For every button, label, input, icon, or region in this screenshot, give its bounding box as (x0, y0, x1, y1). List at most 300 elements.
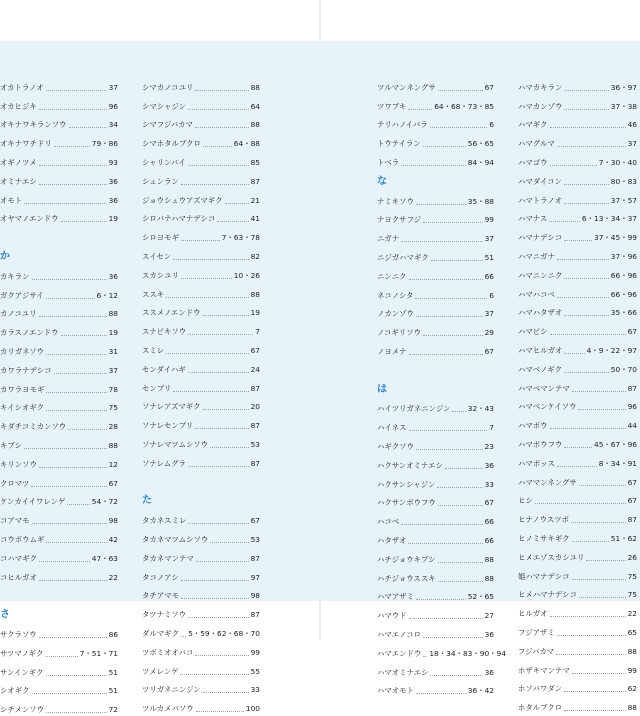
entry-pages: 4・9・22・97 (586, 345, 637, 355)
dot-leader (423, 146, 466, 147)
index-entry (518, 639, 637, 658)
index-entry (0, 508, 118, 527)
entry-pages: 88 (250, 82, 260, 92)
index-column-3 (377, 75, 506, 697)
dot-leader (438, 90, 483, 91)
index-entry (518, 376, 637, 395)
entry-term: ハマハタザオ (518, 308, 563, 318)
entry-term: ハクサンボウフウ (377, 498, 436, 508)
entry-term: ハマゴウ (518, 157, 548, 167)
entry-pages: 66・96 (610, 289, 637, 299)
index-entry (0, 150, 118, 169)
index-entry (377, 264, 494, 283)
index-entry (377, 415, 494, 434)
entry-term: ケンカイイワレンゲ (0, 497, 66, 507)
dot-leader (32, 693, 107, 694)
index-entry (377, 603, 494, 622)
index-entry (0, 131, 118, 150)
entry-pages: 79・86 (91, 139, 118, 149)
index-entry (0, 188, 118, 207)
dot-leader (210, 447, 249, 448)
dot-leader (564, 353, 584, 354)
entry-pages: 33 (484, 479, 494, 489)
entry-term: コハマギク (0, 553, 37, 563)
dot-leader (39, 109, 107, 110)
index-entry (0, 339, 118, 358)
index-entry (377, 131, 494, 150)
entry-pages: 53 (250, 439, 260, 449)
dot-leader (557, 297, 609, 298)
entry-term: ヒノミサキギク (518, 533, 570, 543)
entry-term: ハマニガナ (518, 251, 555, 261)
index-entry (0, 527, 118, 546)
entry-pages: 64・68・73・85 (434, 101, 494, 111)
dot-leader (557, 466, 597, 467)
dot-leader (45, 656, 77, 657)
index-entry (0, 320, 118, 339)
entry-term: フジバカマ (518, 646, 555, 656)
entry-term: ハマハコベ (518, 289, 555, 299)
entry-pages: 7・30・40 (598, 157, 637, 167)
entry-pages: 22 (108, 572, 118, 582)
index-entry (0, 546, 118, 565)
dot-leader (564, 315, 609, 316)
index-entry (377, 226, 494, 245)
dot-leader (46, 298, 95, 299)
entry-pages: 10・26 (233, 270, 260, 280)
dot-leader (24, 448, 107, 449)
entry-pages: 64・88 (233, 139, 260, 149)
entry-term: ハイツリガネニンジン (377, 404, 451, 414)
entry-pages: 47・63 (91, 553, 118, 563)
entry-pages: 36 (108, 271, 118, 281)
entry-term: ツリガネニンジン (142, 685, 201, 695)
entry-pages: 67 (484, 82, 494, 92)
dot-leader (203, 315, 249, 316)
entry-pages: 37・57 (610, 195, 637, 205)
index-entry (518, 188, 637, 207)
index-entry (142, 696, 260, 715)
entry-term: コアマモ (0, 516, 30, 526)
dot-leader (195, 428, 248, 429)
entry-pages: 36 (484, 460, 494, 470)
dot-leader (430, 675, 482, 676)
dot-leader (549, 221, 580, 222)
index-entry (518, 451, 637, 470)
dot-leader (31, 486, 106, 487)
dot-leader (46, 542, 106, 543)
entry-term: ハマオモト (377, 686, 414, 696)
index-entry (518, 225, 637, 244)
entry-term: オカヒジキ (0, 101, 37, 111)
index-entry (377, 75, 494, 94)
entry-term: オキナワチドリ (0, 139, 52, 149)
dot-leader (564, 109, 608, 110)
entry-pages: 33 (250, 685, 260, 695)
index-entry (142, 113, 260, 132)
entry-term: キリンソウ (0, 459, 37, 469)
dot-leader (188, 334, 253, 335)
entry-pages: 66・96 (610, 270, 637, 280)
dot-leader (46, 410, 107, 411)
dot-leader (195, 655, 248, 656)
entry-term: ノヨメナ (377, 346, 407, 356)
entry-term: キダチコミカンソウ (0, 422, 67, 432)
entry-pages: 67 (108, 478, 118, 488)
index-entry (142, 338, 260, 357)
dot-leader (173, 259, 248, 260)
index-entry (142, 432, 260, 451)
entry-term: ソナレマツムシソウ (142, 439, 209, 449)
entry-pages: 67 (627, 477, 637, 487)
index-column-4 (518, 75, 637, 714)
entry-term: トベラ (377, 157, 400, 167)
dot-leader (181, 240, 220, 241)
entry-term: カワラヨモギ (0, 384, 45, 394)
entry-pages: 37・96 (610, 251, 637, 261)
entry-term: ノコギリソウ (377, 328, 421, 338)
dot-leader (68, 429, 106, 430)
entry-term: キイシオギク (0, 403, 45, 413)
entry-term: カノコユリ (0, 309, 37, 319)
entry-term: ハタザオ (377, 535, 407, 545)
index-column-1 (0, 75, 118, 716)
entry-term: ハイネス (377, 423, 407, 433)
dot-leader (586, 560, 625, 561)
entry-pages: 36 (484, 629, 494, 639)
dot-leader (409, 430, 488, 431)
entry-term: ソナレムグラ (142, 458, 186, 468)
entry-term: タカネスミレ (142, 516, 187, 526)
entry-pages: 37・45・99 (594, 233, 637, 243)
entry-pages: 98 (108, 516, 118, 526)
entry-term: ハマナデシコ (518, 233, 563, 243)
section-heading: か (0, 250, 10, 262)
section-heading: は (377, 383, 387, 395)
entry-term: ハマニンニク (518, 270, 563, 280)
entry-pages: 45・67・96 (594, 439, 637, 449)
dot-leader (203, 692, 249, 693)
index-entry (0, 207, 118, 226)
entry-pages: 67 (627, 327, 637, 337)
entry-pages: 80・83 (610, 176, 637, 186)
entry-term: フジアザミ (518, 627, 555, 637)
dot-leader (195, 90, 248, 91)
index-entry (377, 509, 494, 528)
entry-pages: 37 (484, 234, 494, 244)
index-entry (377, 585, 494, 604)
dot-leader (557, 259, 609, 260)
index-entry (377, 208, 494, 227)
index-entry (518, 583, 637, 602)
index-entry (0, 660, 118, 679)
entry-term: ハマヒルガオ (518, 345, 563, 355)
entry-term: ニンニク (377, 271, 407, 281)
entry-term: クロマツ (0, 478, 30, 488)
entry-term: シマカノコユリ (142, 82, 194, 92)
entry-pages: 97 (250, 572, 260, 582)
index-entry (518, 263, 637, 282)
entry-pages: 88 (484, 554, 494, 564)
dot-leader (61, 335, 107, 336)
entry-term: ツルマンネングサ (377, 82, 436, 92)
entry-pages: 55 (250, 666, 260, 676)
entry-term: ハコベ (377, 517, 400, 527)
index-entry (142, 263, 260, 282)
entry-pages: 51・62 (610, 533, 637, 543)
entry-pages: 99 (250, 647, 260, 657)
index-entry (377, 491, 494, 510)
dot-leader (550, 165, 597, 166)
dot-leader (452, 411, 465, 412)
entry-term: ハギクソウ (377, 441, 414, 451)
entry-pages: 19 (108, 328, 118, 338)
entry-term: ハマアザミ (377, 592, 414, 602)
entry-pages: 31 (108, 346, 118, 356)
dot-leader (564, 372, 609, 373)
entry-term: ホザキマンテマ (518, 665, 570, 675)
index-entry (0, 471, 118, 490)
dot-leader (438, 505, 483, 506)
entry-term: ハマエンドウ (377, 648, 422, 658)
entry-pages: 36 (108, 195, 118, 205)
dot-leader (39, 467, 107, 468)
index-entry (142, 169, 260, 188)
index-entry (142, 150, 260, 169)
entry-pages: 6・13・34・37 (581, 214, 637, 224)
index-entry (142, 678, 260, 697)
entry-term: ツワブキ (377, 101, 407, 111)
entry-pages: 27 (484, 611, 494, 621)
entry-term: タチアマモ (142, 591, 179, 601)
entry-pages: 7 (255, 327, 260, 337)
section-heading: な (377, 175, 387, 187)
entry-pages: 88 (627, 646, 637, 656)
entry-term: ホタルブクロ (518, 703, 563, 713)
entry-term: スミレ (142, 345, 165, 355)
index-entry (142, 395, 260, 414)
index-entry (377, 472, 494, 491)
entry-pages: 98 (250, 591, 260, 601)
entry-term: シュンラン (142, 176, 179, 186)
dot-leader (32, 523, 107, 524)
entry-pages: 67 (484, 346, 494, 356)
entry-pages: 87 (250, 458, 260, 468)
entry-term: ハチジョウススキ (377, 573, 436, 583)
dot-leader (415, 298, 487, 299)
index-entry (518, 432, 637, 451)
index-entry (0, 396, 118, 415)
entry-pages: 85 (250, 157, 260, 167)
dot-leader (408, 543, 482, 544)
dot-leader (535, 503, 626, 504)
dot-leader (557, 146, 626, 147)
dot-leader (409, 618, 483, 619)
index-entry (377, 189, 494, 208)
entry-term: ハマエノコロ (377, 629, 421, 639)
index-entry (518, 357, 637, 376)
entry-pages: 65 (627, 627, 637, 637)
dot-leader (203, 409, 249, 410)
section-heading: さ (0, 609, 10, 621)
dot-leader (166, 297, 248, 298)
entry-term: センブリ (142, 383, 172, 393)
entry-pages: 51 (484, 252, 494, 262)
entry-pages: 82 (250, 251, 260, 261)
entry-pages: 6 (489, 120, 494, 130)
entry-pages: 36 (108, 176, 118, 186)
index-entry (377, 113, 494, 132)
dot-leader (416, 204, 466, 205)
entry-pages: 35・66 (610, 308, 637, 318)
entry-pages: 75 (627, 590, 637, 600)
entry-pages: 5・59・62・68・70 (188, 628, 260, 638)
dot-leader (564, 278, 608, 279)
index-entry (0, 264, 118, 283)
entry-pages: 66 (484, 535, 494, 545)
index-entry (142, 188, 260, 207)
dot-leader (556, 654, 625, 655)
dot-leader (54, 373, 107, 374)
entry-pages: 99 (627, 665, 637, 675)
index-entry (377, 397, 494, 416)
entry-pages: 87 (250, 383, 260, 393)
dot-leader (188, 165, 249, 166)
entry-pages: 42 (108, 534, 118, 544)
entry-pages: 37 (627, 139, 637, 149)
entry-term: サツマノギク (0, 648, 44, 658)
entry-term: ナミキソウ (377, 196, 414, 206)
entry-term: ハマグルマ (518, 139, 555, 149)
index-entry (377, 302, 494, 321)
dot-leader (39, 165, 107, 166)
index-entry (142, 546, 260, 565)
index-entry (518, 282, 637, 301)
index-entry (142, 207, 260, 226)
entry-pages: 36 (484, 667, 494, 677)
index-entry (377, 566, 494, 585)
dot-leader (196, 711, 244, 712)
entry-pages: 34 (108, 120, 118, 130)
entry-term: ススキ (142, 289, 165, 299)
entry-pages: 35・88 (467, 196, 494, 206)
dot-leader (579, 597, 626, 598)
dot-leader (188, 372, 249, 373)
entry-term: スナビキソウ (142, 327, 187, 337)
entry-pages: 51 (108, 667, 118, 677)
index-entry (142, 527, 260, 546)
index-entry (518, 301, 637, 320)
dot-leader (166, 353, 248, 354)
dot-leader (188, 523, 248, 524)
dot-leader (46, 392, 106, 393)
entry-term: ツルカメバソウ (142, 704, 194, 714)
entry-pages: 96 (108, 101, 118, 111)
dot-leader (46, 675, 107, 676)
index-entry (377, 245, 494, 264)
entry-term: シロヨモギ (142, 233, 179, 243)
entry-pages: 7 (489, 423, 494, 433)
index-entry (377, 547, 494, 566)
entry-term: シマシャジン (142, 101, 187, 111)
entry-term: オカトラノオ (0, 82, 44, 92)
entry-pages: 67 (484, 498, 494, 508)
index-entry (142, 508, 260, 527)
index-entry (518, 395, 637, 414)
entry-term: ダルマギク (142, 628, 179, 638)
index-entry (0, 75, 118, 94)
entry-term: ハマボウフウ (518, 439, 563, 449)
entry-term: オギノツメ (0, 157, 37, 167)
index-entry (0, 679, 118, 698)
dot-leader (564, 710, 625, 711)
dot-leader (423, 637, 483, 638)
entry-pages: 88 (627, 703, 637, 713)
index-entry (142, 75, 260, 94)
entry-pages: 88 (250, 120, 260, 130)
entry-term: ハマボッス (518, 458, 555, 468)
dot-leader (550, 616, 626, 617)
index-entry (518, 150, 637, 169)
dot-leader (550, 428, 626, 429)
index-entry (518, 526, 637, 545)
index-entry (518, 319, 637, 338)
entry-pages: 87 (627, 515, 637, 525)
index-entry (142, 602, 260, 621)
index-entry (142, 131, 260, 150)
dot-leader (181, 598, 249, 599)
entry-term: ガクアジサイ (0, 290, 44, 300)
entry-pages: 88 (108, 440, 118, 450)
dot-leader (180, 674, 248, 675)
entry-pages: 8・34・91 (598, 458, 637, 468)
dot-leader (409, 354, 483, 355)
index-entry (0, 452, 118, 471)
index-entry (518, 169, 637, 188)
index-entry (0, 622, 118, 641)
index-entry (0, 697, 118, 716)
index-entry (142, 301, 260, 320)
dot-leader (203, 146, 232, 147)
entry-pages: 19 (250, 308, 260, 318)
dot-leader (32, 279, 107, 280)
entry-term: カリガネソウ (0, 346, 45, 356)
dot-leader (423, 335, 483, 336)
dot-leader (564, 447, 592, 448)
dot-leader (564, 203, 609, 204)
index-entry (518, 413, 637, 432)
index-entry (377, 94, 494, 113)
entry-term: ソナレセンブリ (142, 421, 194, 431)
entry-pages: 87 (250, 421, 260, 431)
entry-pages: 6 (489, 290, 494, 300)
dot-leader (571, 522, 626, 523)
entry-term: スイセン (142, 251, 172, 261)
index-column-2 (142, 75, 260, 715)
index-entry (377, 320, 494, 339)
dot-leader (564, 691, 625, 692)
entry-pages: 78 (108, 384, 118, 394)
entry-term: ハマボウ (518, 421, 548, 431)
entry-term: ネコノシタ (377, 290, 414, 300)
index-entry (142, 584, 260, 603)
dot-leader (210, 542, 248, 543)
entry-pages: 37 (108, 82, 118, 92)
index-entry (518, 489, 637, 508)
entry-pages: 72 (108, 705, 118, 715)
dot-leader (46, 90, 107, 91)
entry-term: ハマベマンテマ (518, 383, 570, 393)
